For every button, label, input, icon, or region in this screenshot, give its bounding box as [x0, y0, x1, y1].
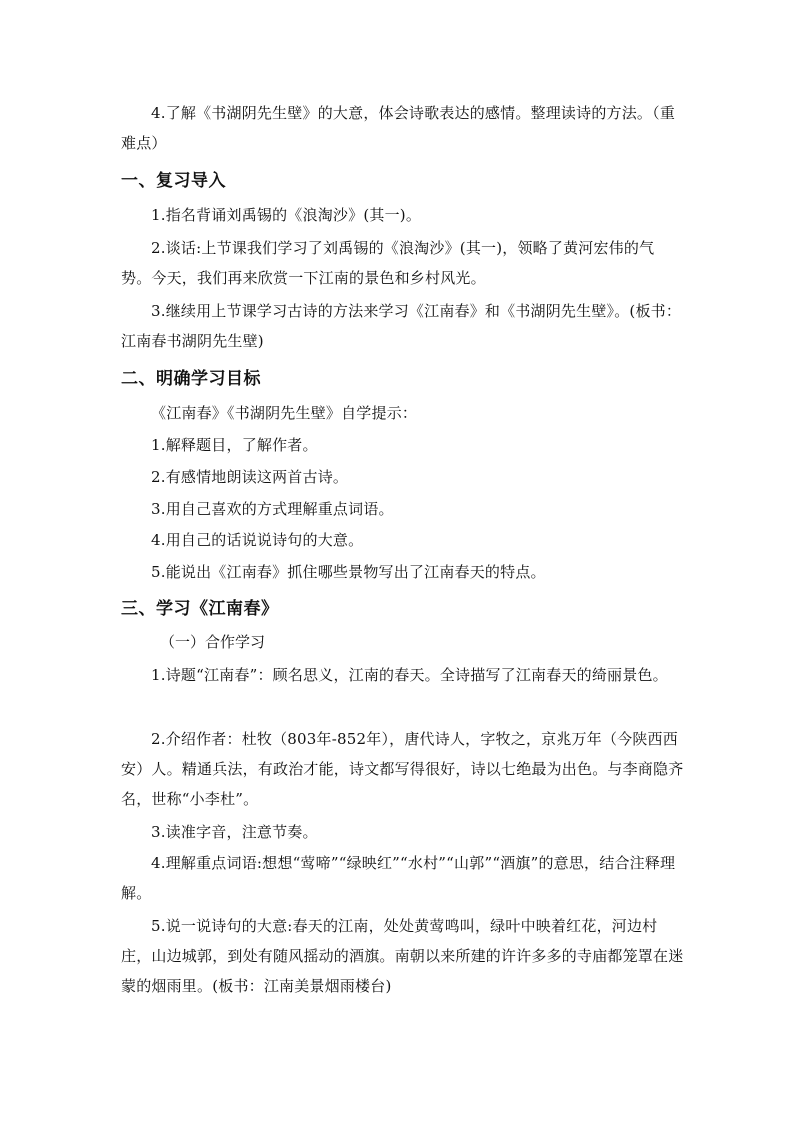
section-1-heading: 一、复习导入 [121, 171, 226, 191]
review-item-3: 3.继续用上节课学习古诗的方法来学习《江南春》和《书湖阴先生壁》。(板书：江南春书湖阴先生壁) [121, 302, 682, 350]
review-item-2: 2.谈话:上节课我们学习了刘禹锡的《浪淘沙》(其一)，领略了黄河宏伟的气势。今天，我们再来欣赏一下江南的景色和乡村风光。 [121, 239, 655, 287]
learning-goal-4: 4.了解《书湖阴先生壁》的大意，体会诗歌表达的感情。整理读诗的方法。（重难点） [121, 104, 676, 152]
self-study-item-2: 2.有感情地朗读这两首古诗。 [151, 468, 349, 486]
jiangnan-item-5: 5.说一说诗句的大意:春天的江南，处处黄莺鸣叫，绿叶中映着红花，河边村庄，山边城郭，到处有随风摇动的酒旗。南朝以来所建的许许多多的寺庙都笼罩在迷蒙的烟雨里。(板书：江南美景烟雨楼台) [121, 917, 684, 995]
self-study-prompt: 《江南春》《书湖阴先生壁》自学提示： [151, 404, 418, 422]
self-study-item-5: 5.能说出《江南春》抓住哪些景物写出了江南春天的特点。 [151, 563, 546, 581]
section-2-heading: 二、明确学习目标 [121, 369, 261, 389]
review-item-1: 1.指名背诵刘禹锡的《浪淘沙》(其一)。 [151, 206, 422, 224]
jiangnan-item-3: 3.读准字音，注意节奏。 [151, 823, 318, 841]
jiangnan-item-4: 4.理解重点词语:想想“莺啼”“绿映红”“水村”“山郭”“酒旗”的意思，结合注释理解。 [121, 854, 676, 902]
self-study-item-4: 4.用自己的话说说诗句的大意。 [151, 531, 364, 549]
section-3-subheading: （一）合作学习 [160, 633, 266, 651]
jiangnan-item-1: 1.诗题“江南春”：顾名思义，江南的春天。全诗描写了江南春天的绮丽景色。 [151, 666, 668, 684]
section-3-heading: 三、学习《江南春》 [121, 599, 279, 619]
self-study-item-1: 1.解释题目，了解作者。 [151, 436, 318, 454]
jiangnan-item-2: 2.介绍作者：杜牧（803年-852年），唐代诗人，字牧之，京兆万年（今陕西西安）人。精通兵法，有政治才能，诗文都写得很好，诗以七绝最为出色。与李商隐齐名，世称“小李杜”。 [121, 730, 684, 808]
self-study-item-3: 3.用自己喜欢的方式理解重点词语。 [151, 500, 394, 518]
